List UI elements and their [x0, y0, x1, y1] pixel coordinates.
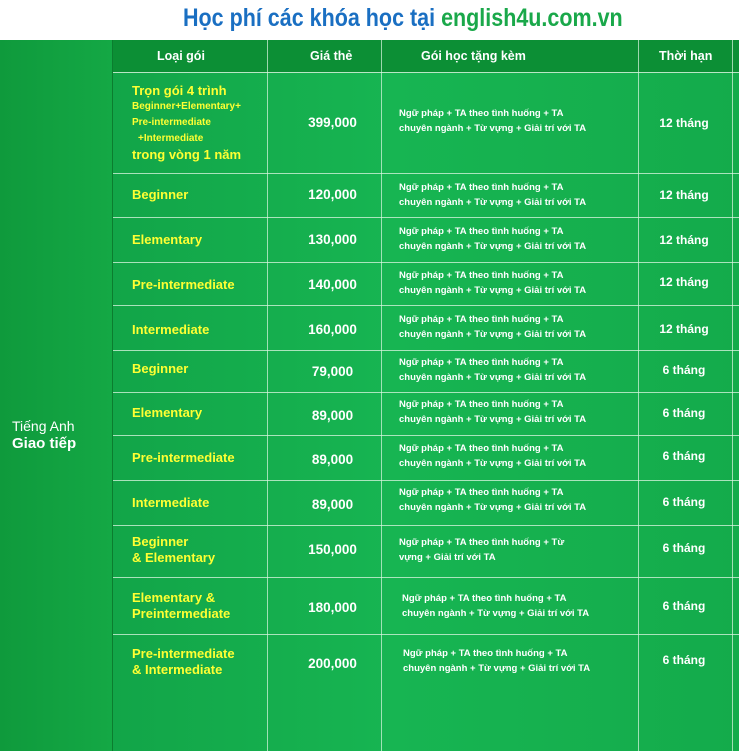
package-price: 79,000 — [311, 364, 354, 379]
package-duration: 6 tháng — [662, 363, 706, 377]
package-price: 150,000 — [308, 542, 357, 557]
page-title-website: english4u.com.vn — [441, 4, 623, 32]
package-price: 89,000 — [311, 497, 354, 512]
gift-description — [399, 106, 629, 136]
table-row — [113, 393, 739, 435]
package-name: Intermediate — [132, 495, 210, 510]
package-name: Pre-intermediate — [132, 450, 235, 465]
gift-line: Ngữ pháp + TA theo tình huống + TA — [399, 182, 564, 193]
gift-line: chuyên ngành + Từ vựng + Giải trí với TA — [399, 372, 587, 383]
package-name-line: Pre-intermediate — [132, 117, 211, 128]
header-package: Loại gói — [157, 49, 205, 63]
table-row — [113, 526, 739, 577]
gift-line: vựng + Giải trí với TA — [399, 552, 496, 563]
gift-description — [399, 485, 629, 515]
gift-line: Ngữ pháp + TA theo tình huống + TA — [403, 648, 568, 659]
package-name: Intermediate — [132, 322, 210, 337]
table-row — [113, 218, 739, 262]
category-panel — [0, 40, 113, 751]
package-duration: 12 tháng — [659, 188, 709, 202]
package-duration: 6 tháng — [662, 495, 706, 509]
gift-line: chuyên ngành + Từ vựng + Giải trí với TA — [399, 123, 587, 134]
gift-line: Ngữ pháp + TA theo tình huống + TA — [399, 357, 564, 368]
package-price: 180,000 — [308, 600, 357, 615]
package-price: 89,000 — [311, 408, 354, 423]
package-duration: 6 tháng — [662, 406, 706, 420]
gift-line: Ngữ pháp + TA theo tình huống + Từ — [399, 537, 565, 548]
table-row — [113, 436, 739, 480]
package-price: 89,000 — [311, 452, 354, 467]
package-price: 120,000 — [308, 187, 357, 202]
gift-line: chuyên ngành + Từ vựng + Giải trí với TA — [399, 329, 587, 340]
package-name — [132, 534, 215, 566]
table-row — [113, 351, 739, 392]
package-name-line: & Intermediate — [132, 662, 223, 677]
package-price: 200,000 — [308, 656, 357, 671]
package-name-line: +Intermediate — [138, 133, 204, 144]
gift-line: chuyên ngành + Từ vựng + Giải trí với TA — [399, 458, 587, 469]
gift-line: Ngữ pháp + TA theo tình huống + TA — [399, 226, 564, 237]
package-price: 140,000 — [308, 277, 357, 292]
package-name: Beginner — [132, 187, 189, 202]
package-duration: 6 tháng — [662, 449, 706, 463]
gift-description — [399, 397, 629, 427]
gift-line: chuyên ngành + Từ vựng + Giải trí với TA — [399, 414, 587, 425]
package-duration: 12 tháng — [659, 116, 709, 130]
header-gift: Gói học tặng kèm — [421, 49, 526, 63]
gift-line: Ngữ pháp + TA theo tình huống + TA — [399, 270, 564, 281]
table-header — [113, 40, 739, 73]
table-row — [113, 306, 739, 350]
page-title — [183, 4, 623, 33]
gift-description — [402, 591, 632, 621]
gift-line: chuyên ngành + Từ vựng + Giải trí với TA — [402, 608, 590, 619]
package-price: 160,000 — [308, 322, 357, 337]
table-row — [113, 73, 739, 173]
package-name-line: trong vòng 1 năm — [132, 147, 242, 162]
package-name-line: Beginner — [132, 534, 189, 549]
package-duration: 6 tháng — [662, 653, 706, 667]
package-name-line: & Elementary — [132, 550, 216, 565]
gift-description — [399, 535, 629, 565]
header-price: Giá thẻ — [310, 49, 353, 63]
gift-description — [403, 646, 633, 676]
page-title-part1: Học phí các khóa học tại — [183, 4, 442, 32]
package-name: Elementary — [132, 232, 203, 247]
package-duration: 12 tháng — [659, 233, 709, 247]
gift-line: Ngữ pháp + TA theo tình huống + TA — [399, 487, 564, 498]
package-name: Elementary — [132, 405, 203, 420]
package-name-line: Trọn gói 4 trình — [132, 83, 227, 98]
package-duration: 6 tháng — [662, 599, 706, 613]
package-duration: 12 tháng — [659, 275, 709, 289]
package-name: Pre-intermediate — [132, 277, 235, 292]
gift-description — [399, 180, 629, 210]
package-price: 130,000 — [308, 232, 357, 247]
package-name-line: Preintermediate — [132, 606, 231, 621]
gift-line: Ngữ pháp + TA theo tình huống + TA — [399, 443, 564, 454]
price-table — [113, 40, 739, 751]
category-label — [12, 417, 76, 453]
package-name: Beginner — [132, 361, 189, 376]
package-name-line: Elementary & — [132, 590, 216, 605]
package-name — [132, 83, 241, 163]
package-name — [132, 590, 230, 622]
package-name-line: Beginner+Elementary+ — [132, 101, 241, 112]
header-duration: Thời hạn — [659, 49, 713, 63]
table-row — [113, 578, 739, 634]
package-duration: 12 tháng — [659, 322, 709, 336]
table-row — [113, 635, 739, 751]
gift-line: Ngữ pháp + TA theo tình huống + TA — [399, 399, 564, 410]
gift-line: chuyên ngành + Từ vựng + Giải trí với TA — [399, 285, 587, 296]
gift-description — [399, 224, 629, 254]
gift-description — [399, 355, 629, 385]
gift-line: chuyên ngành + Từ vựng + Giải trí với TA — [399, 197, 587, 208]
gift-description — [399, 312, 629, 342]
table-row — [113, 174, 739, 217]
gift-line: chuyên ngành + Từ vựng + Giải trí với TA — [399, 502, 587, 513]
category-label-line1: Tiếng Anh — [12, 418, 75, 434]
gift-line: Ngữ pháp + TA theo tình huống + TA — [399, 108, 564, 119]
table-row — [113, 481, 739, 525]
gift-line: chuyên ngành + Từ vựng + Giải trí với TA — [399, 241, 587, 252]
table-row — [113, 263, 739, 305]
gift-line: Ngữ pháp + TA theo tình huống + TA — [399, 314, 564, 325]
gift-line: Ngữ pháp + TA theo tình huống + TA — [402, 593, 567, 604]
package-name — [132, 646, 235, 678]
gift-description — [399, 268, 629, 298]
category-label-line2: Giao tiếp — [12, 435, 77, 452]
title-bar — [0, 0, 739, 40]
package-duration: 6 tháng — [662, 541, 706, 555]
package-name-line: Pre-intermediate — [132, 646, 235, 661]
package-price: 399,000 — [308, 115, 357, 130]
gift-line: chuyên ngành + Từ vựng + Giải trí với TA — [403, 663, 591, 674]
gift-description — [399, 441, 629, 471]
